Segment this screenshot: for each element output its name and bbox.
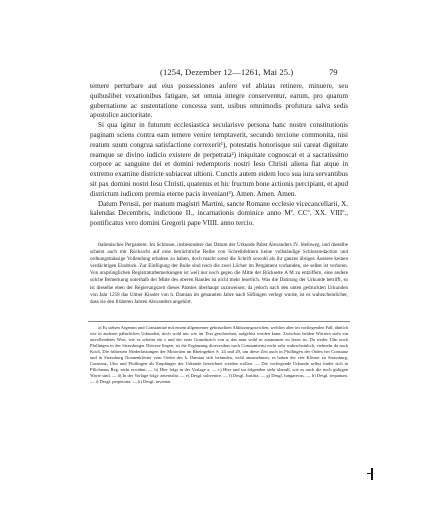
page-number: 79 bbox=[329, 67, 338, 77]
main-paragraph: Datum Perusii, per manum magistri Martini, sancte Romane ecclesie vicecancellarii, X. kalendas Decembris, indictione II., incarnationis dominice anno Mº. CCº. XX. VIIIº., pontificatus vero domini Gregorii pape VIIII. anno tercio. bbox=[90, 199, 348, 228]
footnote-divider bbox=[88, 321, 350, 322]
edge-bar bbox=[371, 468, 373, 480]
main-paragraph: temere perturbare aut eius possessiones aufere vel ablatas retinere, minuere, seu quibuslibet vexationibus fatigare, set omnia integre conserventur, earum, pro quarum gubernatione ac sustentatione concessa sunt, usibus omnimodis profutura salva sedis apostolice auctoritate. bbox=[90, 82, 348, 120]
header-title: (1254, Dezember 12—1261, Mai 25.) bbox=[160, 67, 294, 77]
page-edge-mark bbox=[366, 468, 374, 480]
edge-tick bbox=[367, 473, 371, 474]
footnotes bbox=[90, 325, 348, 385]
main-paragraph: Si qua igitur in futurum ecclesiastica secularisve persona hanc nostre constitutionis paginam sciens contra eam temere venire temptaverit, secundo tercione commonita, nisi reatum suum congrua satisfactione correxerit¹), potestatis honorisque sui careat dignitate reamque se divino iudicio existere de perpetrata²) iniquitate cognoscat et a sacratissimo corpore ac sanguine dei et domini redemptoris nostri Iesu Christi aliena fiat atque in extremo examine districte subiaceat ultioni. Cunctis autem eidem loco sua iura servantibus sit pax domini nostri Iesu Christi, quatenus et hic fructum bone actionis percipiant, et apud districtum iudicem premia eterne pacis inveniant³). Amen. Amen. Amen. bbox=[90, 121, 348, 198]
main-text bbox=[90, 82, 348, 229]
editorial-commentary bbox=[90, 242, 348, 306]
running-header bbox=[90, 67, 350, 79]
footnote-paragraph: a) Es stehen Argentin und Constantiae mit einem allgemeiner gebräuchten Abkürzungszeichen, welches aber im vorliegenden Fall, ähnlich wie in anderen päbstlichen Urkunden, doch wohl nur wie im Text geschrieben, aufgelöst werden kann. Zwischen beiden Wörtern steht ein unvollendetes Wort, wie es scheint ein s und der erste Grundstrich von a, das man wohl in zusammen zu lesen ist. Da weder Ulm noch Pfullingen in der Strassburger Diöcese liegen, ist die Ergänzung dioecesibus nach Constantiensi nicht sehr wahrscheinlich, vielmehr da nach Koch, Die frühesten Niederlassungen der Minoriten im Rheingebiet S. 24 und 29, um diese Zeit auch in Pfullingen der Orden bei Constanz und in Strassburg Nonnenklöster vom Orden des h. Damian sich befanden, wohl anzunehmen, es haben die vier Klöster zu Strassburg, Constanz, Ulm und Pfullingen als Empfänger der Urkunde bezeichnet werden wollen. — Die vorliegende Urkunde selbst findet sich in Pflichnaus Reg. nicht erwähnt. — b) Hier folgt in der Vorlage a. — c) Hier und im folgenden steht überall, wie es auch die noch gültigen Worte sind. — d) In der Vorlage folgt: aeternalia. — e) Desgl. subvenire. — f) Desgl. Iustitia. — g) Desgl. fungarecus. — h) Desgl. sequatum. — i) Desgl. perpetrata. — k) Desgl. inveniat. bbox=[90, 325, 348, 384]
commentary-paragraph: Italienisches Pergament. Im Schlosse, insbesondere das Datum der Urkunde Pabst Alexanders IV. bleibweg, und dieselbe scheint auch mit Rücksicht auf eine beträchtliche Reihe von Schreibfehlern keine vollständige Schlussredaction und ordnungsmässige Vollendung erhalten zu haben, doch macht sonst die Schrift sowohl als ihr ganzes übriges Äussere keinen verdächtigen Eindruck. Zur Einfügung der Bulle sind noch die zwei Löcher im Pergament vorhanden, sie selbst ist verloren. Von ursprünglichen Registraturbemerkungen ist weil nur noch gegen die Mitte der Rückseite A M zu entziffern, eine andere solche Bemerkung unterhalb der Mitte des oberen Randes ist nicht mehr leserlich. Was die Datirung der Urkunde betrifft, so ist dieselbe eben der Regierungszeit dieses Pabstes überhaupt zuzuweisen; da jedoch nach den unten gedruckten Urkunden von Jahr 1258 das Ulmer Kloster von h. Damian im genannten Jahre nach Söflingen verlegt wurde, ist es wahrscheinlicher, dass sie den früheren Jahren Alexanders angehört. bbox=[90, 242, 348, 305]
